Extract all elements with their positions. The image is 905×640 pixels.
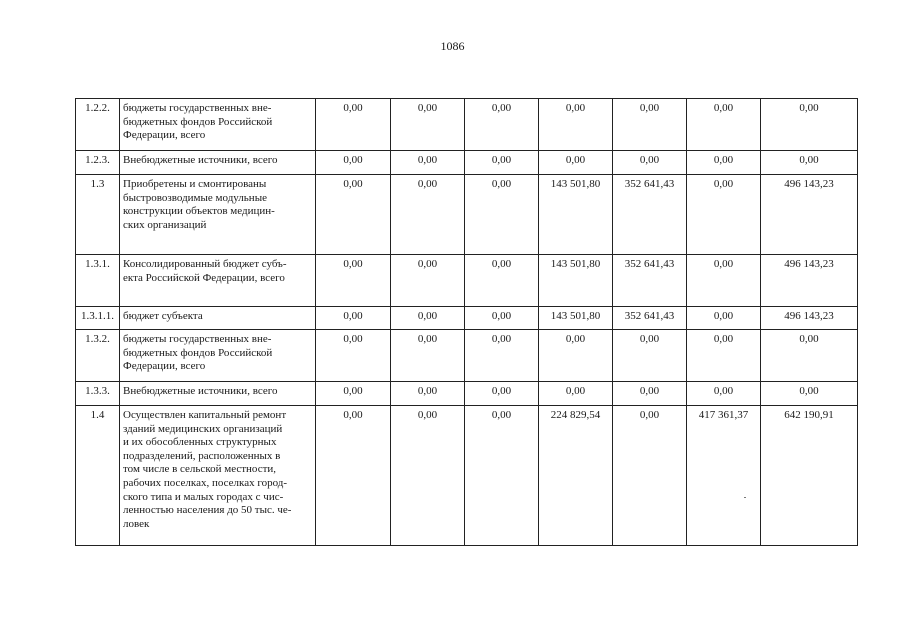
table-row — [76, 99, 858, 151]
value-cell: 0,00 — [761, 99, 858, 151]
value-cell: 143 501,80 — [539, 307, 613, 330]
row-description: Внебюджетные источники, всего — [120, 382, 316, 406]
value-cell: 0,00 — [761, 382, 858, 406]
value-cell: 352 641,43 — [613, 255, 687, 307]
value-cell: 0,00 — [761, 151, 858, 175]
table-row — [76, 382, 858, 406]
value-cell: 0,00 — [539, 382, 613, 406]
value-cell: 0,00 — [687, 382, 761, 406]
row-number: 1.4 — [76, 406, 120, 546]
row-number: 1.2.2. — [76, 99, 120, 151]
value-cell: 0,00 — [391, 330, 465, 382]
value-cell: 224 829,54 — [539, 406, 613, 546]
table-row — [76, 307, 858, 330]
table-row — [76, 330, 858, 382]
value-cell: 0,00 — [465, 307, 539, 330]
value-cell: 642 190,91 — [761, 406, 858, 546]
value-cell: 0,00 — [465, 255, 539, 307]
row-description: бюджеты государственных вне- бюджетных фондов Российской Федерации, всего — [120, 99, 316, 151]
row-number: 1.3 — [76, 175, 120, 255]
value-cell: 0,00 — [316, 307, 391, 330]
table-row — [76, 175, 858, 255]
value-cell: 0,00 — [316, 175, 391, 255]
value-cell: 0,00 — [465, 382, 539, 406]
value-cell: 0,00 — [687, 151, 761, 175]
value-cell: 0,00 — [761, 330, 858, 382]
value-cell: 0,00 — [316, 255, 391, 307]
value-cell: 0,00 — [613, 406, 687, 546]
value-cell: 496 143,23 — [761, 255, 858, 307]
value-cell: 0,00 — [316, 330, 391, 382]
row-number: 1.3.2. — [76, 330, 120, 382]
value-cell: 0,00 — [465, 99, 539, 151]
value-cell: 496 143,23 — [761, 307, 858, 330]
value-cell: 0,00 — [687, 175, 761, 255]
value-cell: 0,00 — [316, 382, 391, 406]
value-cell: 143 501,80 — [539, 255, 613, 307]
value-cell: 0,00 — [613, 99, 687, 151]
table-row — [76, 255, 858, 307]
row-description: Внебюджетные источники, всего — [120, 151, 316, 175]
value-cell: 496 143,23 — [761, 175, 858, 255]
value-cell: 0,00 — [613, 330, 687, 382]
value-cell: 352 641,43 — [613, 175, 687, 255]
page-number: 1086 — [440, 39, 465, 53]
value-cell: 352 641,43 — [613, 307, 687, 330]
value-cell: 0,00 — [316, 99, 391, 151]
value-cell: 143 501,80 — [539, 175, 613, 255]
row-description: Приобретены и смонтированы быстровозводимые модульные конструкции объектов медицин- ских организаций — [120, 175, 316, 255]
value-cell: 0,00 — [687, 255, 761, 307]
row-number: 1.3.3. — [76, 382, 120, 406]
value-cell: 0,00 — [391, 307, 465, 330]
value-cell: 0,00 — [687, 330, 761, 382]
row-description: бюджеты государственных вне- бюджетных фондов Российской Федерации, всего — [120, 330, 316, 382]
value-cell: 0,00 — [539, 330, 613, 382]
value-cell: 0,00 — [391, 255, 465, 307]
row-number: 1.2.3. — [76, 151, 120, 175]
value-cell: 0,00 — [391, 382, 465, 406]
budget-table — [75, 98, 858, 546]
row-number: 1.3.1.1. — [76, 307, 120, 330]
value-cell: 0,00 — [613, 382, 687, 406]
value-cell: 0,00 — [613, 151, 687, 175]
value-cell: 0,00 — [687, 307, 761, 330]
value-cell: 0,00 — [391, 151, 465, 175]
row-description: Консолидированный бюджет субъ- екта Российской Федерации, всего — [120, 255, 316, 307]
value-cell: 0,00 — [316, 151, 391, 175]
value-cell: 0,00 — [391, 406, 465, 546]
value-cell: 0,00 — [465, 406, 539, 546]
table-row — [76, 406, 858, 546]
row-description: бюджет субъекта — [120, 307, 316, 330]
value-cell: 0,00 — [539, 151, 613, 175]
value-cell: 0,00 — [465, 151, 539, 175]
value-cell: 0,00 — [465, 330, 539, 382]
value-cell: 0,00 — [465, 175, 539, 255]
table-row — [76, 151, 858, 175]
value-cell: 0,00 — [316, 406, 391, 546]
value-cell: 0,00 — [391, 175, 465, 255]
value-cell: 0,00 — [391, 99, 465, 151]
row-number: 1.3.1. — [76, 255, 120, 307]
value-cell: 0,00 — [539, 99, 613, 151]
value-cell: 0,00 — [687, 99, 761, 151]
value-cell: 417 361,37 — [687, 406, 761, 546]
row-description: Осуществлен капитальный ремонт зданий медицинских организаций и их обособленных структурных подразделений, расположенных в том числе в сельской местности, рабочих поселках, поселках город- ского типа и малых городах с чис- ленностью населения до 50 тыс. че- ловек — [120, 406, 316, 546]
scan-speck — [744, 497, 746, 498]
budget-table-body — [76, 99, 858, 546]
